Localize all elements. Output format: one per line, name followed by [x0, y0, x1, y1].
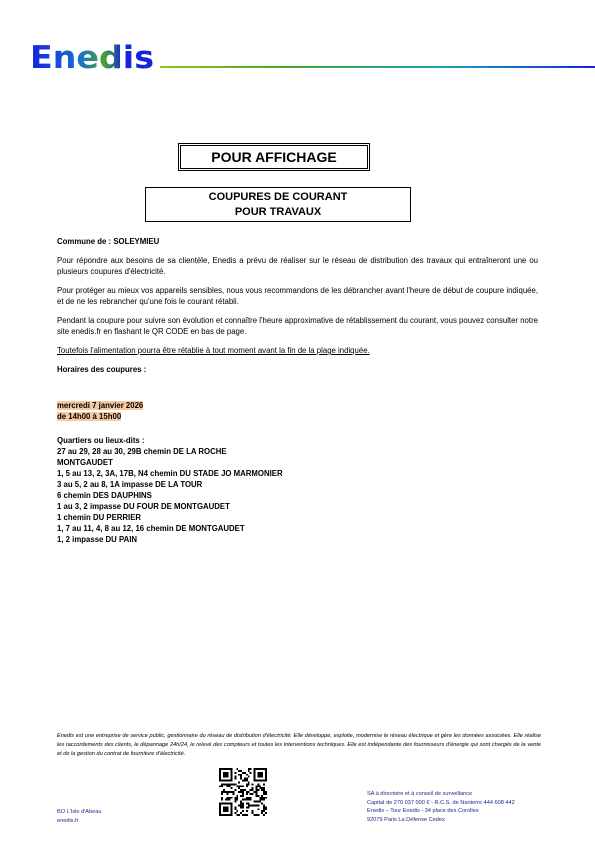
warning-line: Toutefois l'alimentation pourra être rétablie à tout moment avant la fin de la plage indiquée. — [57, 346, 370, 355]
schedule-label: Horaires des coupures : — [57, 365, 147, 374]
footer-office: BO L'Isle d'Abeau — [57, 809, 102, 815]
list-item: 1 chemin DU PERRIER — [57, 513, 142, 522]
company-line: Enedis – Tour Enedis - 34 place des Corolles — [367, 808, 479, 814]
cut-time-text: de 14h00 à 15h00 — [57, 412, 122, 421]
list-item: 27 au 29, 28 au 30, 29B chemin DE LA ROCHE — [57, 447, 227, 456]
notice-content — [57, 236, 538, 545]
paragraph-intro: Pour répondre aux besoins de sa clientèle, Enedis a prévu de réaliser sur le réseau de distribution des travaux qui entraîneront une ou plusieurs coupures d'électricité. — [57, 256, 538, 276]
list-item: 1, 2 impasse DU PAIN — [57, 535, 138, 544]
footer-disclaimer: Enedis est une entreprise de service public, gestionnaire du réseau de distribution d'électricité. Elle développe, exploite, modernise le réseau électrique et gère les données associées. Elle réalise les raccordements des clients, le dépannage 24h/24, le relevé des compteurs et toutes les interventions techniques. Elle est indépendante des fournisseurs d'énergie qui sont chargés de la vente et de la gestion du contrat de fourniture d'électricité. — [57, 732, 541, 757]
list-item: 6 chemin DES DAUPHINS — [57, 491, 152, 500]
footer-company-info — [367, 790, 515, 824]
qr-code[interactable] — [219, 768, 267, 816]
company-line: 92079 Paris La Défense Cedex — [367, 816, 445, 823]
notice-title-box — [145, 187, 411, 222]
notice-title-line1: COUPURES DE COURANT — [208, 190, 348, 203]
list-item: MONTGAUDET — [57, 458, 113, 467]
footer-left-address — [57, 808, 101, 825]
commune-line: Commune de : SOLEYMIEU — [57, 237, 160, 246]
company-line: SA à directoire et à conseil de surveillance — [367, 791, 473, 797]
svg-text:Enedis: Enedis — [30, 42, 154, 72]
locations-label: Quartiers ou lieux-dits : — [57, 436, 145, 445]
cut-time — [57, 411, 538, 422]
paragraph-protect: Pour protéger au mieux vos appareils sensibles, nous vous recommandons de les débrancher avant l'heure de début de coupure indiquée, et de ne les rebrancher qu'une fois le courant rétabli. — [57, 286, 538, 306]
poster-title-text: POUR AFFICHAGE — [211, 149, 337, 165]
notice-title-line2: POUR TRAVAUX — [234, 205, 322, 218]
cut-date-text: mercredi 7 janvier 2026 — [57, 401, 144, 410]
locations-list — [57, 446, 538, 545]
footer-website-link[interactable]: enedis.fr — [57, 817, 79, 824]
paragraph-qr: Pendant la coupure pour suivre son évolution et connaître l'heure approximative de rétablissement du courant, vous pouvez consulter notre site enedis.fr en flashant le QR CODE en bas de page. — [57, 316, 538, 336]
list-item: 1, 7 au 11, 4, 8 au 12, 16 chemin DE MONTGAUDET — [57, 524, 245, 533]
list-item: 1, 5 au 13, 2, 3A, 17B, N4 chemin DU STADE JO MARMONIER — [57, 469, 283, 478]
enedis-logo — [30, 42, 154, 72]
cut-date — [57, 400, 538, 411]
poster-title — [178, 143, 370, 171]
logo-gradient-rule — [160, 66, 595, 68]
company-line: Capital de 270 037 000 € - R.C.S. de Nanterre 444 608 442 — [367, 799, 515, 806]
list-item: 3 au 5, 2 au 8, 1A impasse DE LA TOUR — [57, 480, 203, 489]
list-item: 1 au 3, 2 impasse DU FOUR DE MONTGAUDET — [57, 502, 230, 511]
